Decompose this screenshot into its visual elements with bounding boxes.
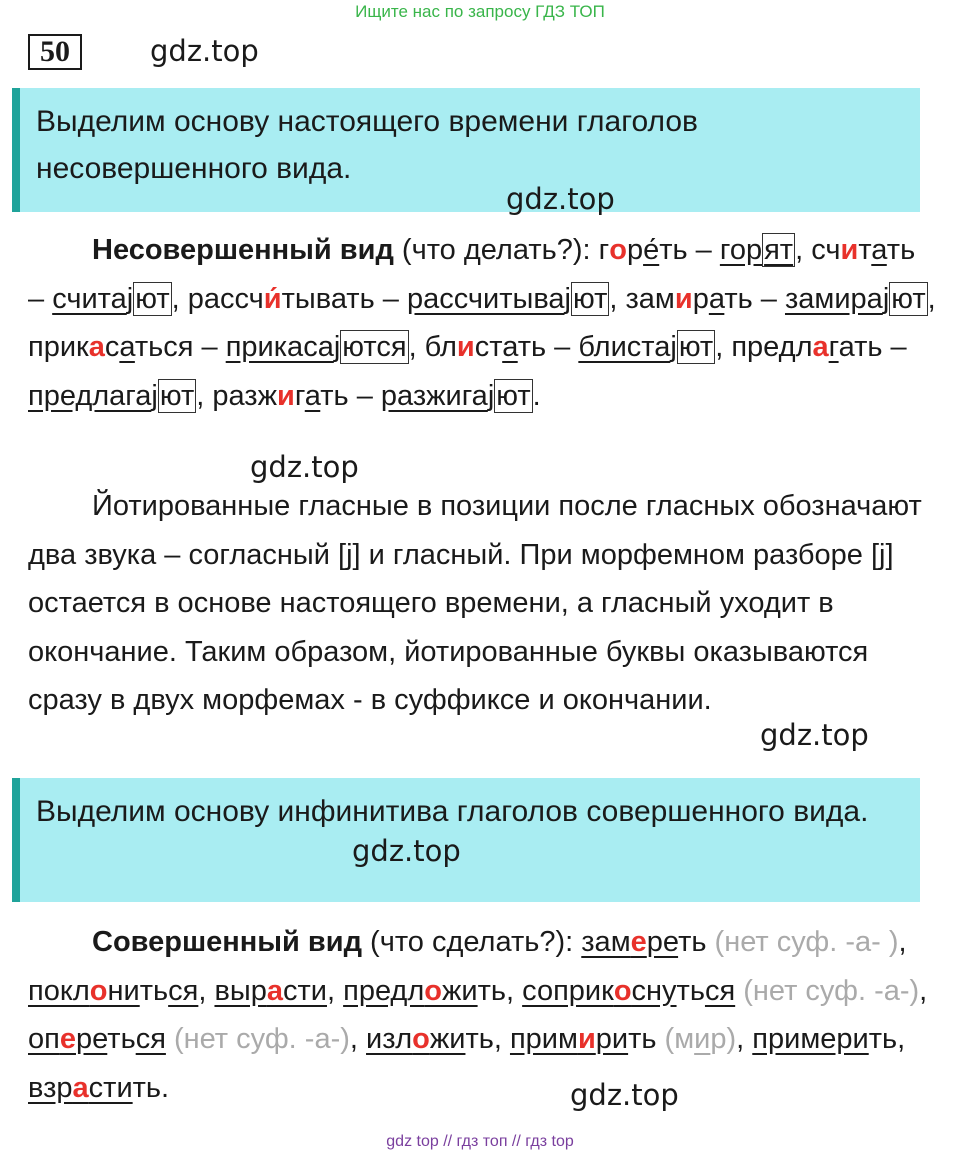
imperfective-label: Несовершенный вид (92, 234, 394, 266)
explanation-paragraph: Йотированные гласные в позиции после гласных обозначают два звука – согласный [j] и гласный. При морфемном разборе [j] остается в основе настоящего времени, а гласный уходит в окончание. Таким образом, йотированные буквы оказываются сразу в двух морфемах - в суффиксе и окончании. (28, 490, 922, 716)
top-ad-banner[interactable]: Ищите нас по запросу ГДЗ ТОП (355, 2, 605, 21)
watermark: gdz.top (506, 182, 615, 216)
section-heading-2 (12, 778, 920, 902)
footer-links[interactable]: gdz top // гдз топ // гдз top (386, 1133, 574, 1150)
watermark: gdz.top (570, 1078, 679, 1112)
imperfective-question: (что делать?): (393, 234, 599, 266)
watermark: gdz.top (352, 834, 461, 868)
section-heading-1-text: Выделим основу настоящего времени глаголов несовершенного вида. (36, 105, 698, 185)
section-heading-2-text: Выделим основу инфинитива глаголов совершенного вида. (36, 795, 869, 828)
task-number: 50 (28, 34, 82, 70)
perfective-question: (что сделать?): (362, 926, 582, 958)
perfective-paragraph: Совершенный вид (что сделать?): замереть (нет суф. -а- ), поклониться, вырасти, предложить, соприкоснуться (нет суф. -а-), опереться (нет суф. -а-), изложить, примирить (мир), примерить, взрастить. (28, 926, 928, 1104)
perfective-label: Совершенный вид (92, 926, 362, 958)
section-heading-1 (12, 88, 920, 212)
imperfective-paragraph: Несовершенный вид (что делать?): горе́ть – горят, считать – считаjют, рассчи́тывать – рассчитываjют, замирать – замираjют, прикасаться – прикасаjются, блистать – блистаjют, предлагать – предлагаjют, разжигать – разжигаjют. (28, 234, 936, 412)
watermark: gdz.top (760, 718, 869, 752)
watermark: gdz.top (150, 34, 259, 68)
watermark: gdz.top (250, 450, 359, 484)
word-present: горят (719, 234, 794, 266)
word-infinitive: горе́ть (598, 234, 688, 266)
